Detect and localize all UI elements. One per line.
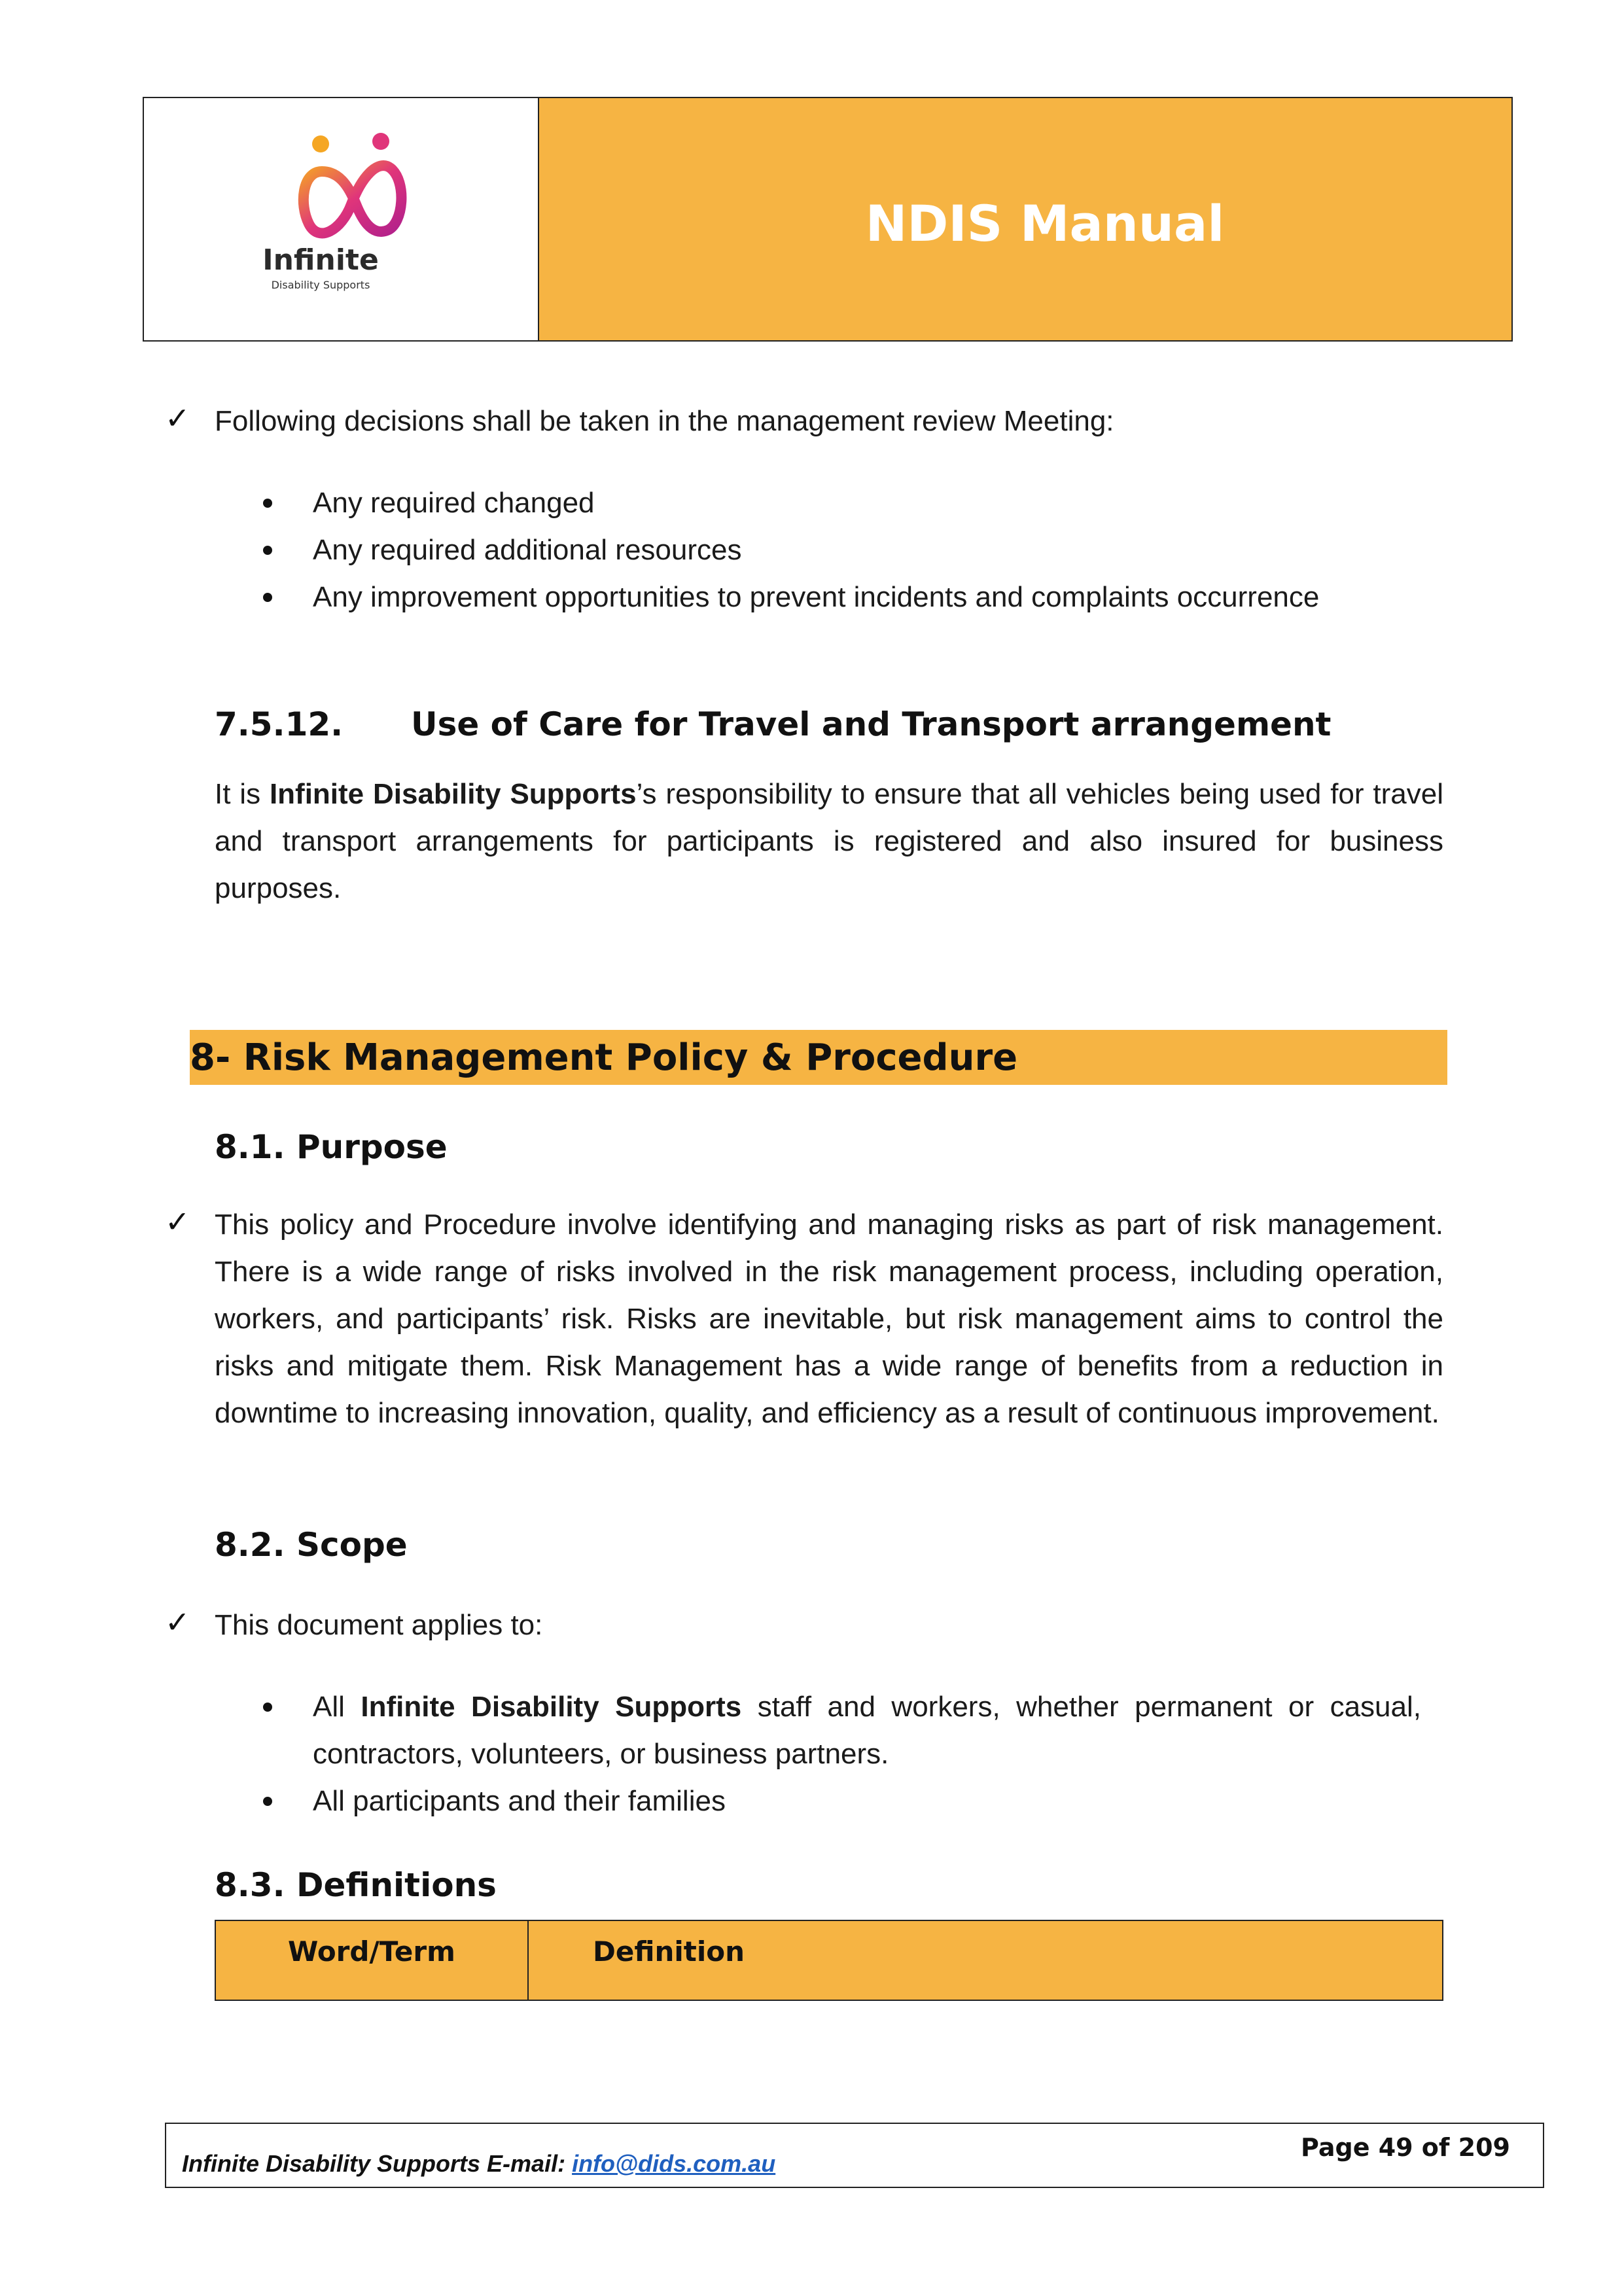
paragraph-text: It is bbox=[215, 778, 270, 810]
company-name: Infinite Disability Supports bbox=[269, 778, 637, 810]
scope-intro: This document applies to: bbox=[215, 1609, 543, 1641]
footer-email-link[interactable]: info@dids.com.au bbox=[572, 2150, 776, 2177]
paragraph-text: ’s responsibility to ensure that all vehicles being used for travel and transport arrangements for participants is registered and also insured for business purposes. bbox=[215, 778, 1443, 904]
document-header bbox=[143, 97, 1513, 342]
footer-label: Infinite Disability Supports E-mail: bbox=[182, 2150, 573, 2177]
page-number: Page 49 of 209 bbox=[1301, 2133, 1510, 2162]
definitions-table bbox=[215, 1920, 1443, 2001]
section-8-title: 8- Risk Management Policy & Procedure bbox=[190, 1036, 1018, 1079]
definitions-heading: 8.3. Definitions bbox=[215, 1866, 497, 1904]
purpose-heading: 8.1. Purpose bbox=[215, 1128, 448, 1166]
section-number: 7.5.12. bbox=[215, 705, 344, 743]
title-cell bbox=[539, 98, 1511, 340]
section-title: Use of Care for Travel and Transport arrangement bbox=[411, 705, 1332, 743]
section-8-bar bbox=[190, 1030, 1447, 1085]
transport-paragraph bbox=[215, 771, 1443, 912]
checkmark-icon: ✓ bbox=[165, 1205, 190, 1239]
table-header-cell bbox=[216, 1921, 529, 2000]
bullet-text: All bbox=[313, 1691, 361, 1723]
scope-heading: 8.2. Scope bbox=[215, 1526, 408, 1564]
purpose-paragraph: This policy and Procedure involve identifying and managing risks as part of risk management. There is a wide range of risks involved in the risk management process, including operation, workers, and participants’ risk. Risks are inevitable, but risk management aims to control the risks and mitigate them. Risk Management has a wide range of benefits from a reduction in downtime to increasing innovation, quality, and efficiency as a result of continuous improvement. bbox=[215, 1209, 1443, 1429]
table-header-cell bbox=[529, 1921, 1442, 2000]
mgmt-review-bullet: Any required additional resources bbox=[313, 534, 742, 566]
mgmt-review-intro: Following decisions shall be taken in the management review Meeting: bbox=[215, 405, 1114, 437]
bullet-icon bbox=[263, 1797, 272, 1806]
document-footer bbox=[165, 2123, 1544, 2188]
document-title: NDIS Manual bbox=[865, 194, 1225, 253]
bullet-icon bbox=[263, 499, 272, 508]
scope-bullet bbox=[313, 1684, 1421, 1778]
logo-tagline: Disability Supports bbox=[271, 279, 370, 291]
table-header-word: Word/Term bbox=[288, 1935, 455, 1968]
mgmt-review-bullet: Any improvement opportunities to prevent incidents and complaints occurrence bbox=[313, 581, 1320, 613]
bullet-icon bbox=[263, 546, 272, 555]
bullet-icon bbox=[263, 1703, 272, 1712]
checkmark-icon: ✓ bbox=[165, 401, 190, 435]
logo-name: Infinite bbox=[262, 243, 379, 277]
mgmt-review-bullet: Any required changed bbox=[313, 487, 595, 519]
footer-company bbox=[182, 2150, 775, 2178]
logo-cell bbox=[144, 98, 539, 340]
company-name: Infinite Disability Supports bbox=[361, 1691, 742, 1723]
scope-bullet: All participants and their families bbox=[313, 1785, 726, 1817]
infinity-logo-icon bbox=[296, 132, 414, 250]
bullet-text: staff and workers, whether permanent or casual, contractors, volunteers, or business partners. bbox=[313, 1691, 1421, 1770]
checkmark-icon: ✓ bbox=[165, 1605, 190, 1639]
table-header-definition: Definition bbox=[593, 1935, 745, 1968]
bullet-icon bbox=[263, 593, 272, 602]
